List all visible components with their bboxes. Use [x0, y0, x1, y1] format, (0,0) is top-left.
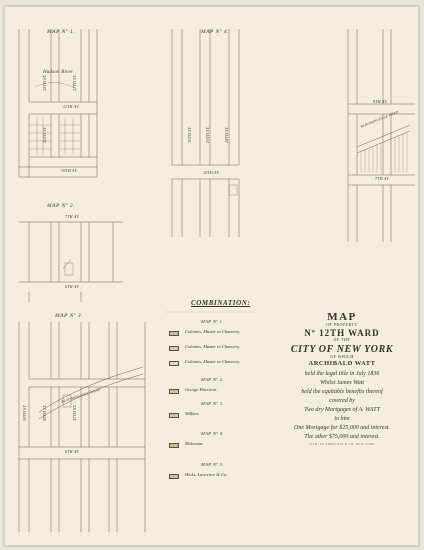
title-line: Whilst James Watt [319, 379, 365, 386]
legend-section-heading: MAP Nº 2. [201, 377, 224, 382]
legend-title: COMBINATION: [191, 299, 251, 307]
title-map-word: MAP [327, 311, 357, 323]
legend-section-heading: MAP Nº 5. [201, 462, 224, 467]
map-1-river-label: Hudson River [43, 70, 74, 75]
map-3-street-label: 48TH ST. [41, 404, 47, 421]
legend-swatch [169, 346, 179, 351]
legend-item-label: Wilkins. [185, 411, 200, 416]
map-4-street-label: 30TH ST. [186, 126, 192, 143]
title-of-which: OF WHICH [330, 354, 354, 359]
legend-swatch [169, 413, 179, 418]
legend-swatch [169, 331, 179, 336]
legend-item-label: George Harrison. [185, 387, 218, 392]
map-4-title: MAP Nº 4. [201, 29, 229, 35]
title-line: held the equitable benefits thereof [301, 388, 383, 395]
map-1-title: MAP Nº 1. [47, 29, 75, 35]
map-1-top-avenue: 11TH AV. [63, 104, 80, 109]
map-sheet [4, 6, 419, 546]
map-3-blocks [19, 322, 145, 532]
map-east-top-avenue: 9TH AV. [373, 99, 388, 104]
map-1-bottom-avenue: 10TH AV. [61, 168, 78, 173]
map-4-street-label: 29TH ST. [204, 126, 210, 143]
legend-section-heading: MAP Nº 4. [201, 431, 224, 436]
title-imprint: LITH. OF ENDICOTT & CO. NEW YORK [309, 442, 375, 446]
map-4-bottom-avenue: 10TH AV. [203, 170, 220, 175]
legend-section-heading: MAP Nº 3. [201, 401, 224, 406]
title-line: One Mortgage for $25,000 and interest. [294, 424, 390, 431]
map-east-road-label: BLOOMINGDALE ROAD [360, 109, 400, 129]
map-2-top-avenue: 7TH AV. [65, 214, 80, 219]
map-3-road-label: BLOOMINGDALE ROAD [61, 387, 101, 404]
title-block [267, 312, 417, 447]
title-line: The other $75,000 and interest. [304, 433, 380, 440]
legend-swatch [169, 443, 179, 448]
map-3-title: MAP Nº 3. [55, 313, 83, 319]
legend-swatch [169, 361, 179, 366]
map-1-street-label: 26TH ST. [41, 126, 47, 143]
title-ward: Nº 12TH WARD [304, 327, 380, 338]
map-east-lots [361, 132, 407, 173]
legend-swatch [169, 389, 179, 394]
map-4-street-label: 28TH ST. [223, 126, 229, 143]
map-2-blocks [19, 222, 123, 302]
title-line: covered by [329, 397, 355, 404]
map-east-bottom-avenue: 7TH AV. [375, 176, 390, 181]
legend-item-label: Colonies, Master in Chancery. [185, 344, 241, 349]
map-1-street-label: 28TH ST. [41, 74, 47, 91]
map-1-street-label: 27TH ST. [71, 74, 77, 91]
title-line: Two dry Mortgages of A. WATT [304, 406, 380, 413]
map-3-street-label: 47TH ST. [71, 404, 77, 421]
legend-item-label: Colonies, Master in Chancery. [185, 359, 241, 364]
title-owner: ARCHIBALD WATT [308, 360, 376, 368]
legend-item-label: Colonies, Master in Chancery. [185, 329, 241, 334]
legend-swatch [169, 474, 179, 479]
legend-item-label: Molenaar. [185, 441, 204, 446]
title-line: to him [334, 415, 350, 422]
title-of-property: OF PROPERTY [326, 323, 358, 327]
map-1-lots [29, 117, 81, 155]
map-1-blocks [19, 29, 97, 177]
title-line: held the legal title in July 1836 [304, 370, 380, 377]
legend-item-label: Hicks, Lawrence & Co. [185, 472, 228, 477]
map-3-bottom-avenue: 6TH AV. [65, 449, 80, 454]
title-city: CITY OF NEW YORK [290, 343, 394, 355]
map-2-title: MAP Nº 2. [47, 203, 75, 209]
map-2-bottom-avenue: 6TH AV. [65, 284, 80, 289]
legend-section-heading: MAP Nº 1. [201, 319, 224, 324]
map-3-street-label: 50TH ST. [21, 404, 27, 421]
title-of-the: OF THE [333, 337, 351, 342]
map-east-blocks [348, 29, 415, 242]
